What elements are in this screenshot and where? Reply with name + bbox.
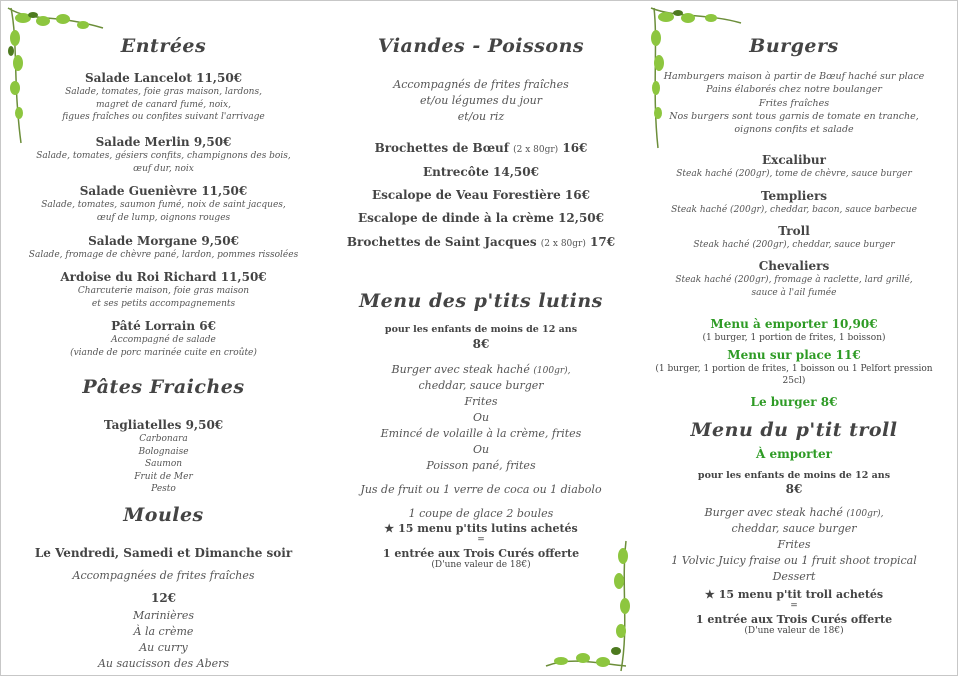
intro-line: et/ou riz [457, 109, 505, 123]
intro-line: Pains élaborés chez notre boulanger [706, 84, 882, 96]
troll-section [649, 447, 939, 637]
dish-desc: Charcuterie maison, foie gras maison [77, 286, 250, 296]
star-icon: ★ [384, 521, 395, 535]
menu-line: Jus de fruit ou 1 verre de coca ou 1 diabolo [360, 483, 602, 497]
troll-title: Menu du p'tit troll [690, 419, 898, 441]
burger-excalibur [649, 153, 939, 181]
menu-price: 8€ [472, 337, 490, 352]
viande-item [331, 165, 631, 180]
menu-line: cheddar, sauce burger [418, 379, 544, 393]
dish-note: (2 x 80gr) [513, 145, 559, 155]
dish-name: Escalope de dinde à la crème 12,50€ [358, 211, 604, 225]
moules-accomp: Accompagnées de frites fraîches [72, 569, 255, 582]
dish-name: Pâté Lorrain 6€ [111, 319, 216, 333]
menu-line: Frites [777, 537, 811, 551]
pasta-option: Bolognaise [138, 446, 189, 457]
moules-price: 12€ [150, 590, 177, 605]
dish-price: 17€ [590, 235, 616, 249]
dish-desc: Steak haché (200gr), tome de chèvre, sauce burger [676, 169, 912, 179]
dish-desc: Steak haché (200gr), cheddar, bacon, sauce barbecue [671, 205, 917, 215]
viande-item [331, 211, 631, 226]
offer-text: 1 entrée aux Trois Curés offerte [695, 612, 893, 626]
menu-for: pour les enfants de moins de 12 ans [697, 469, 891, 481]
dish-desc: Steak haché (200gr), cheddar, sauce burger [693, 240, 895, 250]
dish-price: 16€ [562, 141, 588, 155]
menu-line: Emincé de volaille à la crème, frites [380, 427, 582, 441]
dish-desc: sauce à l'ail fumée [751, 287, 837, 298]
menu-note: (100gr), [846, 508, 884, 519]
entree-morgane [11, 234, 316, 262]
entree-guenievre [11, 184, 316, 224]
dish-desc: et ses petits accompagnements [91, 298, 236, 309]
menu-price: 8€ [785, 481, 803, 496]
dish-name: Chevaliers [758, 259, 830, 273]
pates-section [11, 418, 316, 496]
burgers-intro [649, 70, 939, 136]
viandes-title: Viandes - Poissons [377, 35, 585, 57]
offer-value: (D'une valeur de 18€) [431, 559, 531, 570]
dish-name: Excalibur [762, 153, 826, 167]
menu-note: (100gr), [533, 366, 571, 377]
menu-for: pour les enfants de moins de 12 ans [384, 324, 578, 335]
pasta-option: Fruit de Mer [134, 471, 193, 482]
dish-name: Tagliatelles 9,50€ [103, 418, 224, 432]
dish-name: Salade Lancelot 11,50€ [84, 71, 243, 85]
equals-sign: = [790, 600, 798, 611]
viande-item [331, 235, 631, 250]
menu-surplace-desc: (1 burger, 1 portion de frites, 1 boisson ou 1 Pelfort pression 25cl) [655, 363, 933, 386]
moules-days: Le Vendredi, Samedi et Dimanche soir [34, 546, 293, 560]
intro-line: et/ou légumes du jour [419, 93, 543, 107]
dish-desc: Salade, fromage de chèvre pané, lardon, pommes rissolées [28, 250, 299, 260]
dish-desc: (viande de porc marinée cuite en croûte) [70, 347, 257, 358]
menu-emporter: Menu à emporter 10,90€ [710, 317, 878, 331]
pasta-option: Pesto [151, 484, 176, 495]
dish-name: Ardoise du Roi Richard 11,50€ [60, 270, 267, 284]
dish-name: Escalope de Veau Forestière 16€ [372, 188, 590, 202]
intro-line: Hamburgers maison à partir de Bœuf haché sur place [663, 71, 925, 82]
burger-chevaliers [649, 259, 939, 299]
moules-option: Au saucisson des Abers [97, 656, 230, 670]
pates-title: Pâtes Fraiches [82, 376, 245, 398]
troll-emporter: À emporter [755, 447, 833, 461]
equals-sign: = [477, 535, 485, 546]
dish-desc: Steak haché (200gr), fromage à raclette, lard grillé, [675, 275, 913, 285]
dish-desc: œuf de lump, oignons rouges [96, 212, 231, 223]
moules-title: Moules [123, 504, 204, 526]
dish-name: Salade Guenièvre 11,50€ [79, 184, 248, 198]
dish-name: Salade Morgane 9,50€ [88, 234, 239, 248]
pasta-option: Saumon [144, 459, 183, 470]
offer-text: 1 entrée aux Trois Curés offerte [382, 546, 580, 560]
lutins-title: Menu des p'tits lutins [359, 290, 603, 312]
burger-menus [649, 317, 939, 411]
menu-line: Poisson pané, frites [426, 459, 536, 473]
entree-merlin [11, 135, 316, 175]
burger-templiers [649, 189, 939, 217]
moules-section [11, 546, 316, 672]
intro-line: oignons confits et salade [734, 124, 854, 136]
dish-desc: Salade, tomates, saumon fumé, noix de saint jacques, [41, 200, 286, 210]
dish-name: Salade Merlin 9,50€ [95, 135, 232, 149]
lutins-section [331, 324, 631, 572]
menu-surplace: Menu sur place 11€ [727, 348, 861, 363]
dish-desc: figues fraîches ou confites suivant l'arrivage [62, 112, 265, 123]
moules-option: Au curry [139, 640, 188, 654]
viandes-intro [331, 77, 631, 125]
burgers-title: Burgers [749, 35, 839, 57]
menu-line: 1 coupe de glace 2 boules [408, 506, 554, 520]
dish-desc: œuf dur, noix [133, 163, 194, 174]
intro-line: Frites fraîches [758, 97, 830, 109]
star-icon: ★ [704, 587, 715, 601]
moules-option: À la crème [133, 624, 194, 638]
viande-item [331, 188, 631, 203]
menu-line: 1 Volvic Juicy fraise ou 1 fruit shoot tropical [671, 553, 917, 567]
entree-pate [11, 319, 316, 359]
menu-line: Dessert [772, 569, 816, 583]
menu-line: cheddar, sauce burger [731, 521, 857, 535]
dish-desc: Salade, tomates, foie gras maison, lardons, [65, 87, 262, 97]
burger-troll [649, 224, 939, 252]
entrees-title: Entrées [120, 35, 207, 57]
dish-name: Entrecôte 14,50€ [423, 165, 539, 179]
menu-line: Ou [472, 411, 490, 425]
promo-text: 15 menu p'tits lutins achetés [398, 521, 578, 535]
viande-item [331, 141, 631, 156]
menu-line: Burger avec steak haché [704, 505, 843, 519]
intro-line: Nos burgers sont tous garnis de tomate en tranche, [669, 110, 919, 122]
entree-ardoise [11, 270, 316, 310]
promo-text: 15 menu p'tit troll achetés [718, 587, 884, 601]
dish-name: Brochettes de Saint Jacques [346, 235, 537, 249]
dish-name: Brochettes de Bœuf [374, 141, 509, 155]
menu-line: Burger avec steak haché [391, 363, 530, 377]
menu-emporter-desc: (1 burger, 1 portion de frites, 1 boisson) [702, 332, 886, 343]
intro-line: Accompagnés de frites fraîches [393, 78, 569, 91]
moules-option: Marinières [132, 608, 195, 622]
dish-name: Troll [778, 224, 810, 238]
dish-desc: magret de canard fumé, noix, [96, 99, 231, 110]
entree-lancelot [11, 71, 316, 124]
dish-name: Templiers [760, 189, 828, 203]
burger-only: Le burger 8€ [750, 395, 838, 410]
dish-desc: Accompagné de salade [111, 335, 216, 345]
dish-desc: Salade, tomates, gésiers confits, champignons des bois, [36, 151, 291, 161]
dish-note: (2 x 80gr) [540, 239, 586, 249]
menu-line: Frites [464, 395, 498, 409]
pasta-option: Carbonara [139, 434, 188, 444]
menu-line: Ou [472, 443, 490, 457]
offer-value: (D'une valeur de 18€) [744, 625, 844, 636]
